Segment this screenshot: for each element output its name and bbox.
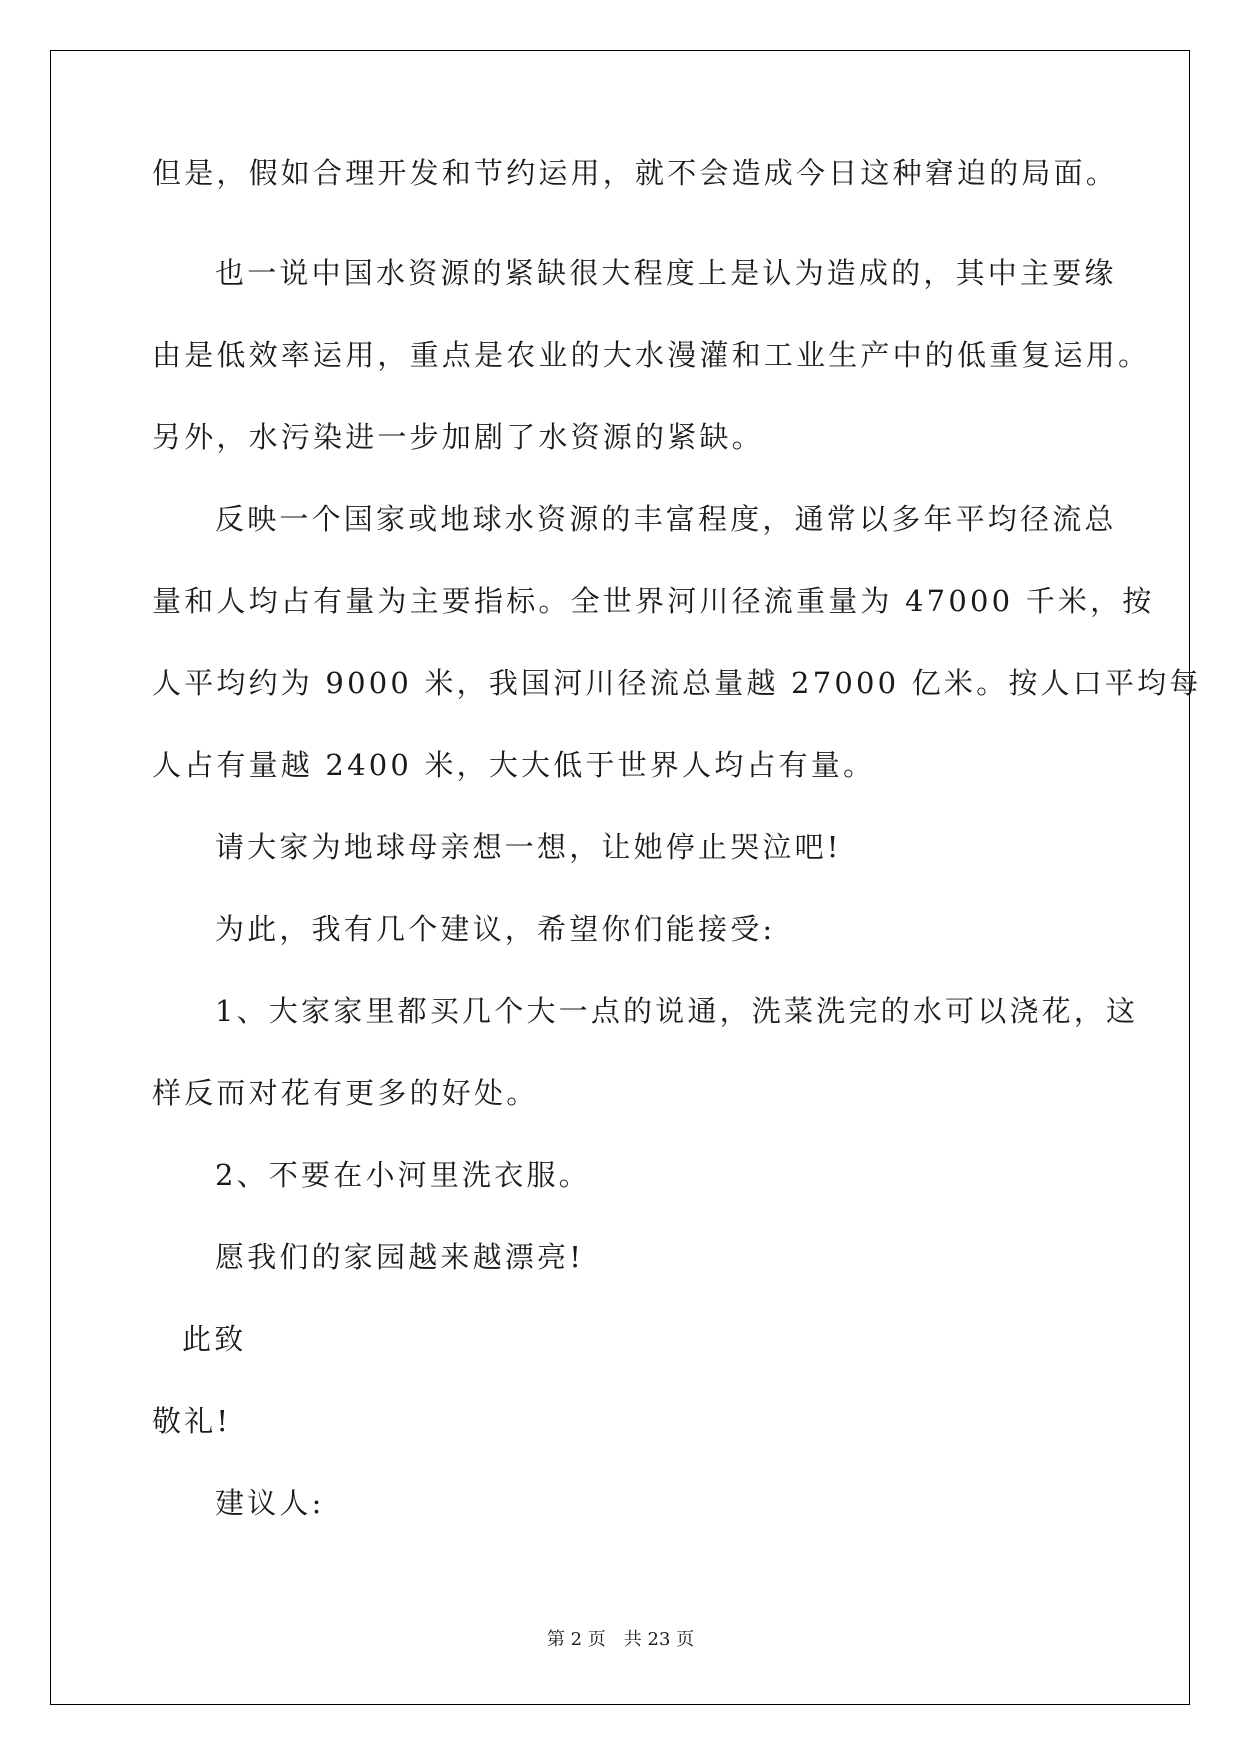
text-line-2: 也一说中国水资源的紧缺很大程度上是认为造成的，其中主要缘 <box>215 256 1117 290</box>
closing-salutation: 此致 <box>182 1322 247 1356</box>
signature-label: 建议人: <box>215 1486 325 1520</box>
text-line-8: 人占有量越 2400 米，大大低于世界人均占有量。 <box>152 748 876 782</box>
text-line-6: 量和人均占有量为主要指标。全世界河川径流重量为 47000 千米，按 <box>152 584 1155 618</box>
text-line-9: 请大家为地球母亲想一想，让她停止哭泣吧! <box>215 830 842 864</box>
text-line-11: 1、大家家里都买几个大一点的说通，洗菜洗完的水可以浇花，这 <box>215 994 1139 1028</box>
page-border <box>50 50 1190 1705</box>
page-footer <box>0 1628 1241 1652</box>
text-line-12: 样反而对花有更多的好处。 <box>152 1076 539 1110</box>
text-line-5: 反映一个国家或地球水资源的丰富程度，通常以多年平均径流总 <box>215 502 1117 536</box>
closing-regards: 敬礼! <box>152 1404 232 1438</box>
text-line-3: 由是低效率运用，重点是农业的大水漫灌和工业生产中的低重复运用。 <box>152 338 1151 372</box>
text-line-7: 人平均约为 9000 米，我国河川径流总量越 27000 亿米。按人口平均每 <box>152 666 1202 700</box>
text-line-14: 愿我们的家园越来越漂亮! <box>215 1240 585 1274</box>
text-line-13: 2、不要在小河里洗衣服。 <box>215 1158 591 1192</box>
page-number: 第 2 页 <box>546 1629 606 1650</box>
text-line-10: 为此，我有几个建议，希望你们能接受: <box>215 912 776 946</box>
page-total: 共 23 页 <box>623 1629 695 1650</box>
text-line-4: 另外，水污染进一步加剧了水资源的紧缺。 <box>152 420 764 454</box>
text-line-1: 但是，假如合理开发和节约运用，就不会造成今日这种窘迫的局面。 <box>152 156 1119 190</box>
